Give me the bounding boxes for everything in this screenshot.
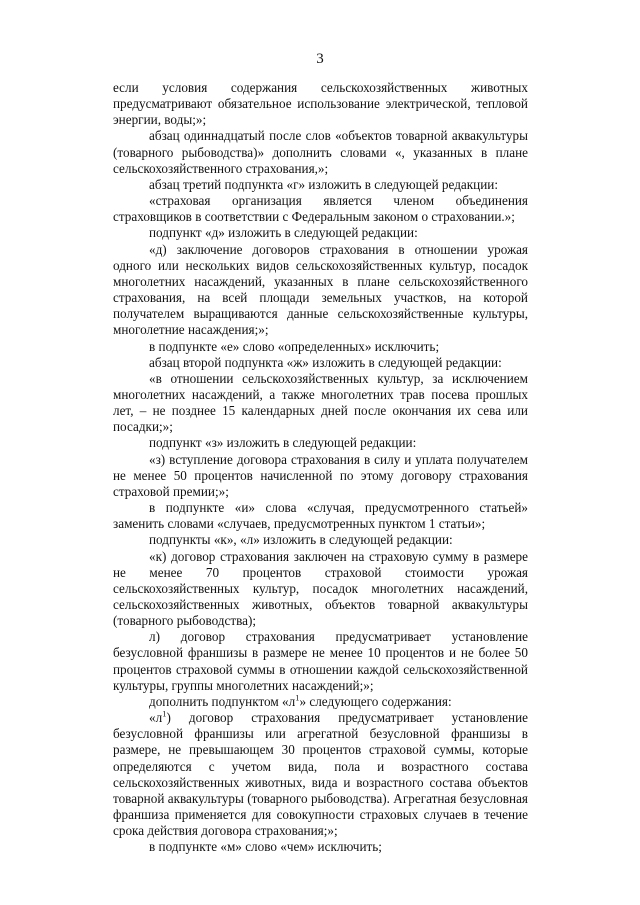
addition-prefix: дополнить подпунктом «л (149, 693, 296, 709)
subpoint-prefix: «л (149, 710, 163, 726)
paragraph: абзац второй подпункта «ж» изложить в следующей редакции: (149, 354, 502, 370)
page-number: 3 (316, 51, 324, 67)
document-body (113, 80, 528, 856)
paragraph: «в отношении сельскохозяйственных культур, за исключением многолетних насаждений, а также многолетних трав посева прошлых лет, – не позднее 15 календарных дней после окончания их сева или посадки;»; (113, 370, 528, 435)
paragraph: абзац третий подпункта «г» изложить в следующей редакции: (149, 176, 499, 192)
superscript: 1 (162, 708, 167, 719)
paragraph: абзац одиннадцатый после слов «объектов товарной аквакультуры (товарного рыбоводства)» дополнить словами «, указанных в плане сельскохозяйственного страхования,»; (113, 128, 528, 176)
paragraph: в подпункте «и» слова «случая, предусмотренного статьей» заменить словами «случаев, предусмотренных пунктом 1 статьи»; (113, 500, 528, 532)
addition-paragraph (113, 694, 528, 710)
paragraph: если условия содержания сельскохозяйственных животных предусматривают обязательное использование электрической, тепловой энергии, воды;»; (113, 80, 528, 128)
paragraph: л) договор страхования предусматривает установление безусловной франшизы в размере не менее 10 процентов и не более 50 процентов страховой суммы в отношении каждой сельскохозяйственной культуры, группы многолетних насаждений;»; (113, 629, 528, 693)
paragraph: «з) вступление договора страхования в силу и уплата получателем не менее 50 процентов начисленной по этому договору страхования страховой премии;»; (113, 451, 528, 499)
paragraph: подпункт «д» изложить в следующей редакции: (149, 225, 418, 241)
paragraph-list (113, 80, 528, 694)
paragraph: «д) заключение договоров страхования в отношении урожая одного или нескольких видов сельскохозяйственных культур, посадок многолетних насаждений, указанных в плане сельскохозяйственного страхования, на всей площади земельных участков, на которой получателем выращиваются данные сельскохозяйственные культуры, многолетние насаждения;»; (113, 241, 528, 338)
last-paragraph: в подпункте «м» слово «чем» исключить; (149, 839, 382, 855)
subpoint-text: ) договор страхования предусматривает установление безусловной франшизы или агрегатной безусловной франшизы в размере, не превышающем 30 процентов страховой суммы, которые определяются с учетом вида, пола и возрастного состава сельскохозяйственных животных, вида и возрастного состава объектов товарной аквакультуры (товарного рыбоводства). Агрегатная безусловная франшиза применяется для совокупности страховых случаев в течение срока действия договора страхования;»; (113, 710, 528, 839)
addition-suffix: » следующего содержания: (299, 693, 452, 709)
paragraph: «к) договор страхования заключен на страховую сумму в размере не менее 70 процентов страховой стоимости урожая сельскохозяйственных культур, посадок многолетних насаждений, сельскохозяйственных животных, объектов товарной аквакультуры (товарного рыбоводства); (113, 548, 528, 629)
paragraph: подпункты «к», «л» изложить в следующей редакции: (149, 532, 453, 548)
superscript: 1 (295, 692, 300, 703)
paragraph: подпункт «з» изложить в следующей редакции: (149, 435, 417, 451)
new-subpoint-paragraph (113, 710, 528, 839)
paragraph: «страховая организация является членом объединения страховщиков в соответствии с Федеральным законом о страховании.»; (113, 193, 528, 225)
paragraph: в подпункте «е» слово «определенных» исключить; (149, 338, 440, 354)
